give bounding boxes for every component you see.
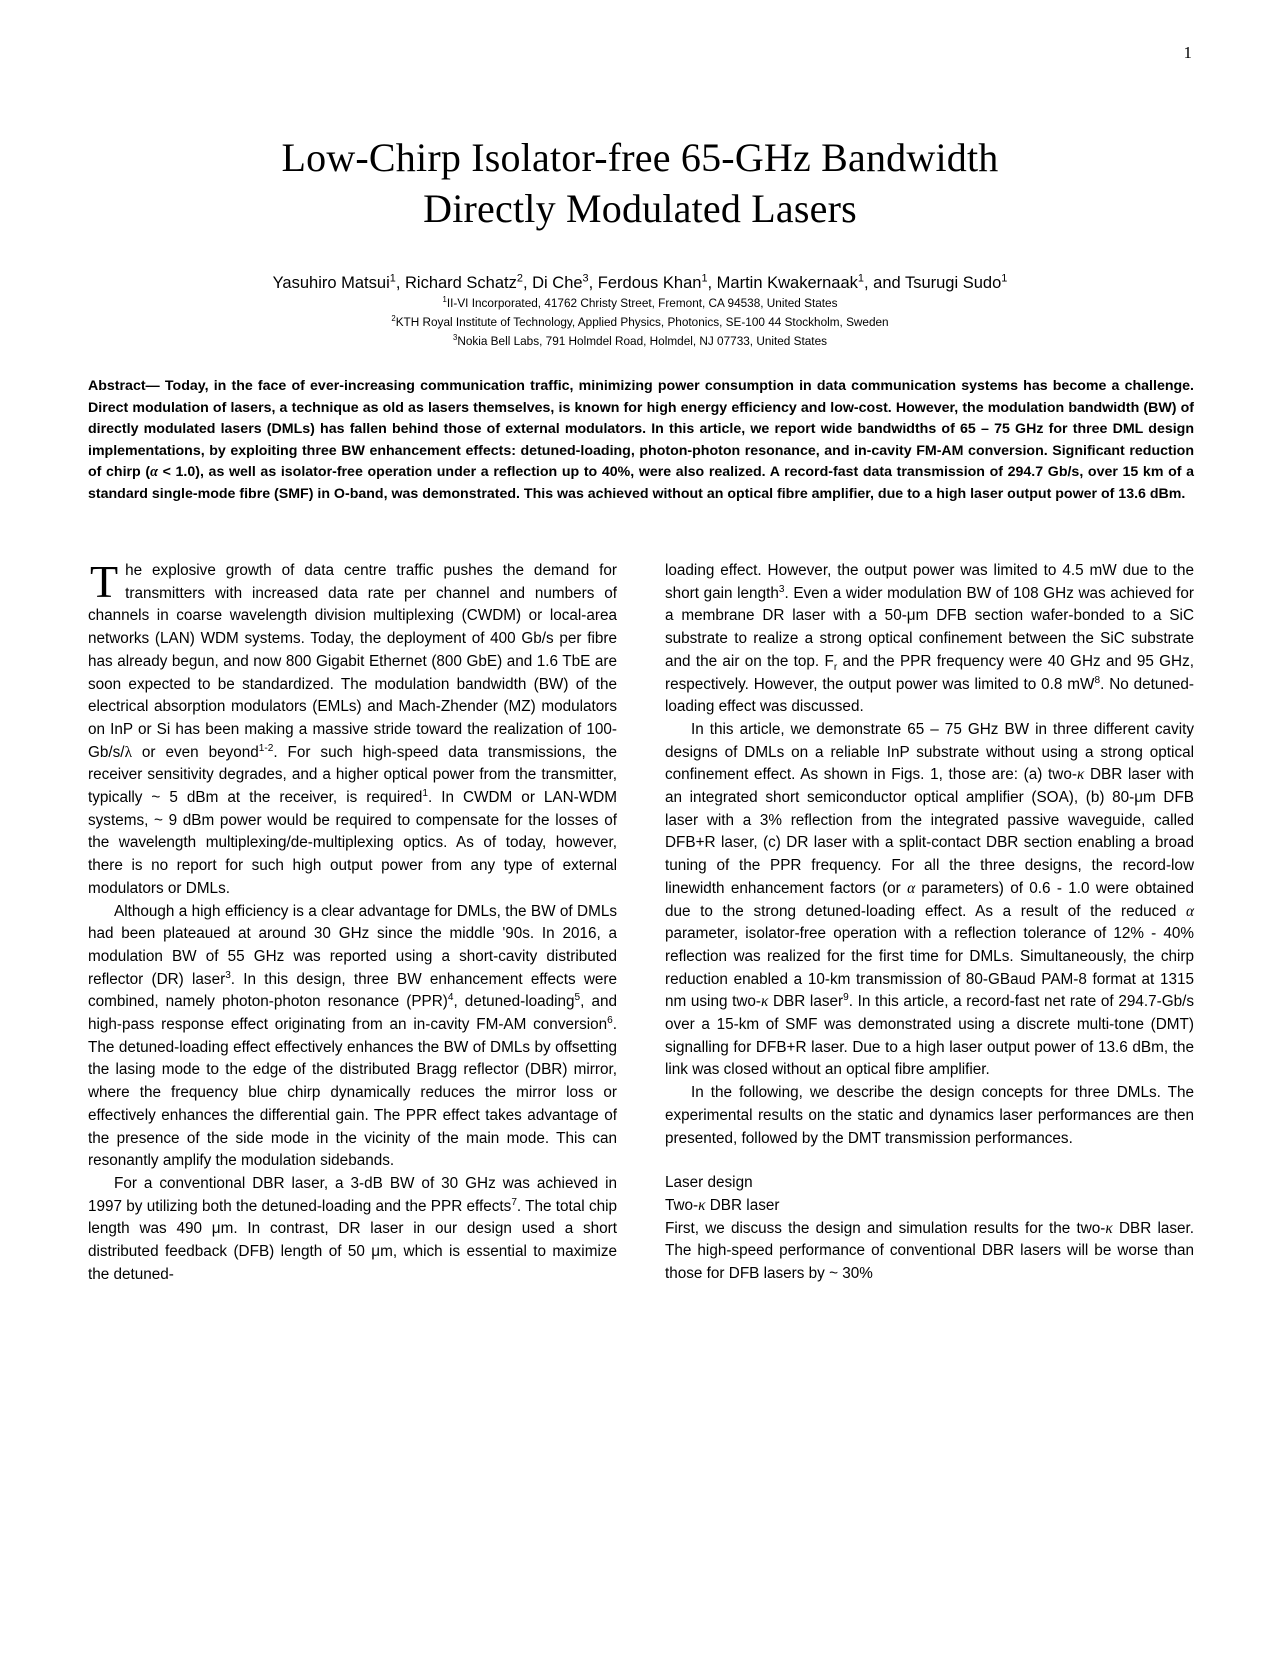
paragraph-right-4: First, we discuss the design and simulation results for the two-κ DBR laser. The high-speed performance of conventional DBR lasers will be worse than those for DFB lasers by ~ 30% xyxy=(665,1219,1195,1283)
drop-cap: T xyxy=(90,556,119,607)
left-column xyxy=(88,556,618,1287)
section-heading-laser-design: Laser design xyxy=(665,1174,753,1192)
paragraph-intro-text: he explosive growth of data centre traffic pushes the demand for transmitters with increased data rate per channel and numbers of channels in coarse wavelength division multiplexing (CWDM) or local-area networks (LAN) WDM systems. Today, the deployment of 400 Gb/s per fibre has already begun, and now 800 Gigabit Ethernet (800 GbE) and 1.6 TbE are soon expected to be standardized. The modulation bandwidth (BW) of the electrical absorption modulators (EMLs) and Mach-Zhender (MZ) modulators on InP or Si has been making a massive stride toward the realization of 100-Gb/s/λ or even beyond$^{1-2}$. For such high-speed data transmissions, the receiver sensitivity degrades, and a higher optical power from the transmitter, typically ~ 5 dBm at the receiver, is required$^1$. In CWDM or LAN-WDM systems, ~ 9 dBm power would be required to compensate for the losses of the wavelength multiplexing/de-multiplexing optics. As of today, however, there is no report for such high output power from any type of external modulators or DMLs. xyxy=(88,562,617,897)
paragraph-intro xyxy=(88,556,617,901)
right-column xyxy=(665,560,1194,1286)
paragraph-right-2: In this article, we demonstrate 65 – 75 GHz BW in three different cavity designs of DMLs on a reliable InP substrate without using a strong optical confinement effect. As shown in Figs. 1, those are: (a) two-κ DBR laser with an integrated short semiconductor optical amplifier (SOA), (b) 80-μm DFB laser with a 3% reflection from the integrated passive waveguide, called DFB+R laser, (c) DR laser with a split-contact DBR section enabling a broad tuning of the PPR frequency. For all the three designs, the record-low linewidth enhancement factors (or α parameters) of 0.6 - 1.0 were obtained due to the strong detuned-loading effect. As a result of the reduced α parameter, isolator-free operation with a reflection tolerance of 12% - 40% reflection was realized for the first time for DMLs. Simultaneously, the chirp reduction enabled a 10-km transmission of 80-GBaud PAM-8 format at 1315 nm using two-κ DBR laser$^9$. In this article, a record-fast net rate of 294.7-Gb/s over a 15-km of SMF was demonstrated using a discrete multi-tone (DMT) signalling for DFB+R laser. Due to a high laser output power of 13.6 dBm, the link was closed without an optical fibre amplifier. xyxy=(665,720,1194,1079)
title-line-2: Directly Modulated Lasers xyxy=(423,186,857,232)
paragraph-left-2: Although a high efficiency is a clear advantage for DMLs, the BW of DMLs had been plateaued at around 30 GHz since the middle '90s. In 2016, a modulation BW of 55 GHz was reported using a short-cavity distributed reflector (DR) laser$^3$. In this design, three BW enhancement effects were combined, namely photon-photon resonance (PPR)$^4$, detuned-loading$^5$, and high-pass response effect originating from an in-cavity FM-AM conversion$^6$. The detuned-loading effect effectively enhances the BW of DMLs by offsetting the lasing mode to the edge of the distributed Bragg reflector (DBR) mirror, where the frequency blue chirp dynamically reduces the mirror loss or effectively enhances the differential gain. The PPR effect takes advantage of the presence of the side mode in the vicinity of the main mode. This can resonantly amplify the modulation sidebands. xyxy=(88,902,617,1170)
spacer xyxy=(665,1150,1194,1172)
abstract-text: Abstract— Today, in the face of ever-increasing communication traffic, minimizing power consumption in data communication systems has become a challenge. Direct modulation of lasers, a technique as old as lasers themselves, is known for high energy efficiency and low-cost. However, the modulation bandwidth (BW) of directly modulated lasers (DMLs) has fallen behind those of external modulators. In this article, we report wide bandwidths of 65 – 75 GHz for three DML design implementations, by exploiting three BW enhancement effects: detuned-loading, photon-photon resonance, and in-cavity FM-AM conversion. Significant reduction of chirp (α < 1.0), as well as isolator-free operation under a reflection up to 40%, were also realized. A record-fast data transmission of 294.7 Gb/s, over 15 km of a standard single-mode fibre (SMF) in O-band, was demonstrated. This was achieved without an optical fibre amplifier, due to a high laser output power of 13.6 dBm. xyxy=(88,378,1195,502)
paragraph-right-1: loading effect. However, the output power was limited to 4.5 mW due to the short gain length$^3$. Even a wider modulation BW of 108 GHz was achieved for a membrane DR laser with a 50-μm DFB section wafer-bonded to a SiC substrate to realize a strong optical confinement between the SiC substrate and the air on the top. $F_r$ and the PPR frequency were 40 GHz and 95 GHz, respectively. However, the output power was limited to 0.8 $mW^8$. No detuned-loading effect was discussed. xyxy=(665,562,1195,716)
abstract xyxy=(88,376,1194,505)
affiliation-2: $^2$KTH Royal Institute of Technology, Applied Physics, Photonics, SE-100 44 Stockholm, Sweden xyxy=(391,313,889,330)
affiliation-3: $^3$Nokia Bell Labs, 791 Holmdel Road, Holmdel, NJ 07733, United States xyxy=(452,332,828,348)
page-title xyxy=(150,132,1130,234)
body-columns xyxy=(88,556,1195,1620)
section-heading-two-kappa-dbr: Two-κ DBR laser xyxy=(665,1196,780,1214)
title-line-1: Low-Chirp Isolator-free 65-GHz Bandwidth xyxy=(281,135,999,180)
author-names: Yasuhiro Matsui$^1$, Richard Schatz$^2$, Di Che$^3$, Ferdous Khan$^1$, Martin Kwakernaak$^1$, and Tsurugi Sudo$^1$ xyxy=(272,272,1008,292)
author-block xyxy=(100,272,1180,351)
paragraph-left-3: For a conventional DBR laser, a 3-dB BW of 30 GHz was achieved in 1997 by utilizing both the detuned-loading and the PPR effects$^7$. The total chip length was 490 μm. In contrast, DR laser in our design used a short distributed feedback (DFB) length of 50 μm, which is essential to maximize the detuned- xyxy=(88,1174,618,1283)
affiliation-1: $^1$II-VI Incorporated, 41762 Christy Street, Fremont, CA 94538, United States xyxy=(442,295,838,311)
page-number: 1 xyxy=(1183,43,1192,62)
paragraph-right-3: In the following, we describe the design concepts for three DMLs. The experimental results on the static and dynamics laser performances are then presented, followed by the DMT transmission performances. xyxy=(665,1084,1194,1147)
